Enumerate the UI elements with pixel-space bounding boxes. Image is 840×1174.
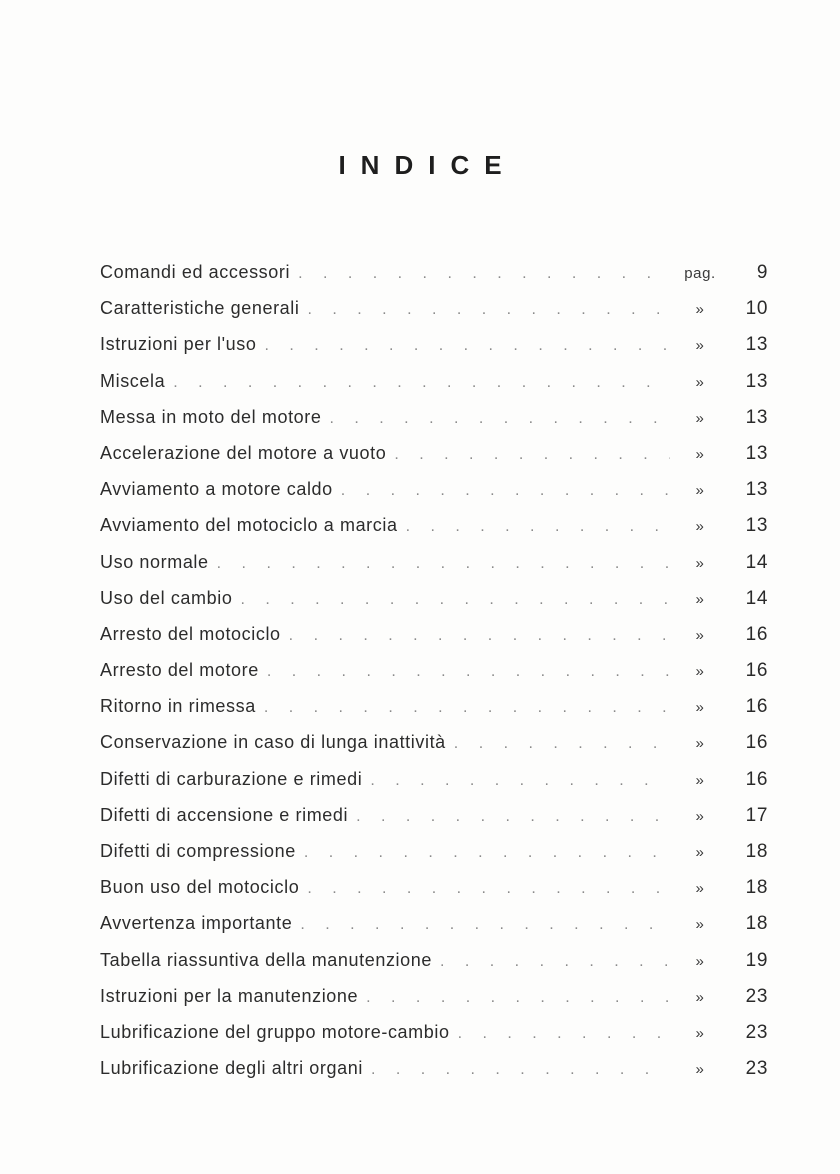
toc-entry-ref: » <box>695 301 705 319</box>
toc-entry-ref: » <box>695 518 705 536</box>
dot-leader <box>440 953 670 971</box>
toc-entry-label: Accelerazione del motore a vuoto <box>100 442 387 463</box>
dot-leader <box>356 808 670 826</box>
toc-entry-page-number: 17 <box>745 804 768 826</box>
dot-leader <box>370 772 670 790</box>
toc-entry <box>100 262 768 298</box>
toc-entry <box>100 407 768 443</box>
dot-leader <box>371 1061 670 1079</box>
toc-entry-page-number: 13 <box>745 406 768 428</box>
toc-entry <box>100 479 768 515</box>
toc-entry-page-number: 16 <box>745 696 768 718</box>
toc-entry-ref: » <box>695 807 705 825</box>
dot-leader <box>307 880 670 898</box>
toc-entry-ref: » <box>695 844 705 861</box>
toc-entry-page-number: 23 <box>745 1058 768 1080</box>
toc-entry-page-number: 16 <box>745 732 768 754</box>
toc-entry <box>100 1022 768 1058</box>
toc-entry <box>100 515 768 551</box>
toc-entry-label: Lubrificazione degli altri organi <box>100 1058 363 1079</box>
toc-entry-page-number: 14 <box>745 551 768 573</box>
page-title: INDICE <box>338 150 517 180</box>
dot-leader <box>394 446 670 464</box>
toc-entry-page-number: 16 <box>745 660 768 682</box>
toc-entry-page-number: 13 <box>745 515 768 537</box>
toc-entry <box>100 624 768 660</box>
toc-entry <box>100 913 768 949</box>
toc-entry-label: Tabella riassuntiva della manutenzione <box>100 949 432 970</box>
toc-entry-label: Avviamento a motore caldo <box>100 479 333 500</box>
dot-leader <box>330 410 671 428</box>
toc-entry-page-number: 9 <box>756 262 768 283</box>
toc-entry-label: Arresto del motore <box>100 660 259 681</box>
toc-entry-page-number: 14 <box>745 587 768 609</box>
dot-leader <box>304 844 670 862</box>
toc-entry-ref: » <box>695 554 705 572</box>
toc-entry-label: Difetti di carburazione e rimedi <box>100 768 363 789</box>
dot-leader <box>289 627 670 645</box>
toc-entry <box>100 841 768 877</box>
toc-entry-label: Messa in moto del motore <box>100 406 322 427</box>
toc-entry-label: Miscela <box>100 370 166 391</box>
toc-entry-page-number: 13 <box>745 442 768 464</box>
toc-entry <box>100 660 768 696</box>
toc-entry-label: Buon uso del motociclo <box>100 877 300 898</box>
toc-entry-page-number: 16 <box>745 768 768 790</box>
dot-leader <box>308 301 671 319</box>
toc-entry-page-number: 10 <box>745 298 768 320</box>
toc-entry-page-number: 18 <box>745 841 768 862</box>
toc-entry <box>100 298 768 334</box>
toc-entry <box>100 371 768 407</box>
dot-leader <box>454 735 670 753</box>
dot-leader <box>300 916 670 934</box>
toc-entry-ref: » <box>695 880 705 898</box>
toc-entry-ref: » <box>695 663 705 681</box>
toc-entry-label: Istruzioni per l'uso <box>100 334 257 355</box>
toc-entry <box>100 1058 768 1094</box>
toc-entry <box>100 986 768 1022</box>
toc-entry-label: Difetti di compressione <box>100 841 296 861</box>
dot-leader <box>173 374 670 392</box>
toc-entry-ref: » <box>695 445 705 463</box>
dot-leader <box>267 663 670 681</box>
table-of-contents <box>100 262 768 1094</box>
toc-entry <box>100 769 768 805</box>
toc-entry-label: Avvertenza importante <box>100 913 293 934</box>
toc-entry-page-number: 18 <box>745 913 768 935</box>
toc-entry-ref: » <box>695 916 705 934</box>
toc-entry-ref: » <box>695 952 705 970</box>
toc-entry-page-number: 23 <box>745 1021 768 1043</box>
toc-entry <box>100 732 768 768</box>
toc-entry-label: Caratteristiche generali <box>100 298 300 319</box>
toc-entry-label: Istruzioni per la manutenzione <box>100 985 359 1006</box>
dot-leader <box>265 337 670 355</box>
dot-leader <box>458 1025 670 1043</box>
toc-entry-label: Lubrificazione del gruppo motore-cambio <box>100 1021 450 1042</box>
toc-entry-ref: » <box>695 373 705 391</box>
toc-entry-label: Difetti di accensione e rimedi <box>100 804 349 825</box>
dot-leader <box>406 518 670 536</box>
toc-entry-label: Uso normale <box>100 551 209 572</box>
toc-entry <box>100 696 768 732</box>
toc-entry-ref: pag. <box>684 265 716 282</box>
toc-entry-label: Comandi ed accessori <box>100 262 291 282</box>
toc-entry-page-number: 13 <box>745 479 768 501</box>
toc-entry-label: Uso del cambio <box>100 587 233 608</box>
toc-entry-label: Arresto del motociclo <box>100 623 281 644</box>
toc-entry-label: Ritorno in rimessa <box>100 696 256 717</box>
toc-entry-page-number: 23 <box>745 985 768 1007</box>
dot-leader <box>298 265 670 283</box>
toc-entry-label: Conservazione in caso di lunga inattività <box>100 732 446 753</box>
toc-entry <box>100 950 768 986</box>
toc-entry-ref: » <box>695 626 705 644</box>
toc-entry-label: Avviamento del motociclo a marcia <box>100 515 398 536</box>
toc-entry <box>100 805 768 841</box>
dot-leader <box>264 699 670 717</box>
toc-entry-ref: » <box>695 988 705 1006</box>
toc-entry <box>100 552 768 588</box>
toc-entry-page-number: 18 <box>745 877 768 899</box>
toc-entry-ref: » <box>695 337 705 355</box>
toc-entry-page-number: 13 <box>745 334 768 356</box>
toc-entry-page-number: 13 <box>745 370 768 392</box>
toc-entry-ref: » <box>695 482 705 500</box>
toc-entry-ref: » <box>695 699 705 717</box>
toc-entry <box>100 877 768 913</box>
toc-entry-page-number: 19 <box>745 949 768 971</box>
toc-entry-ref: » <box>695 590 705 608</box>
dot-leader <box>217 555 670 573</box>
dot-leader <box>341 482 670 500</box>
toc-entry <box>100 443 768 479</box>
toc-entry <box>100 334 768 370</box>
toc-entry-ref: » <box>695 735 705 753</box>
toc-entry-page-number: 16 <box>745 623 768 645</box>
toc-entry-ref: » <box>695 771 705 789</box>
toc-entry-ref: » <box>695 409 705 427</box>
toc-entry-ref: » <box>695 1024 705 1042</box>
dot-leader <box>240 591 670 609</box>
toc-entry-ref: » <box>695 1061 705 1079</box>
dot-leader <box>366 989 670 1007</box>
toc-entry <box>100 588 768 624</box>
